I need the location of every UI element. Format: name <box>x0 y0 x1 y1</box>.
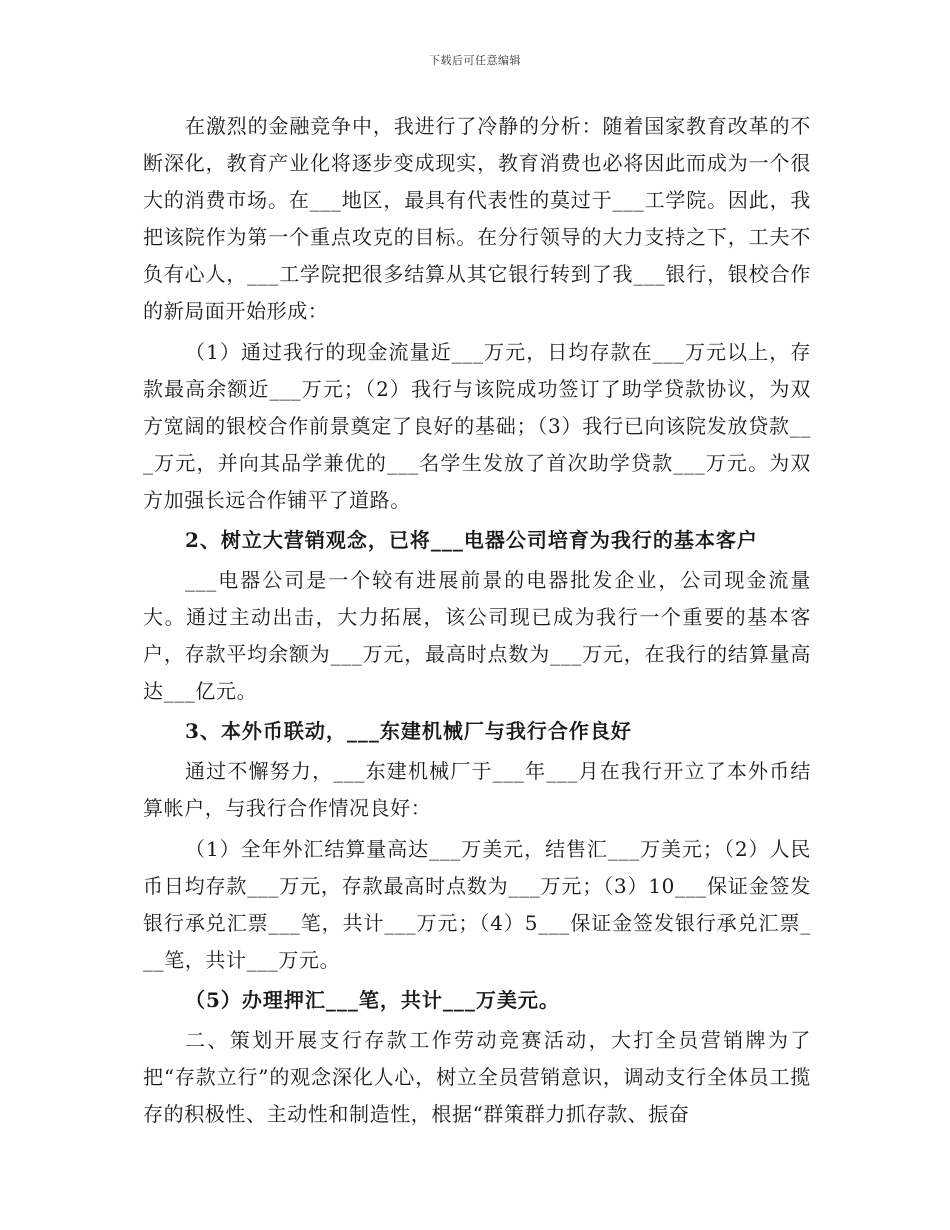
document-body <box>143 108 811 1133</box>
paragraph-5: （1）全年外汇结算量高达___万美元，结售汇___万美元；（2）人民币日均存款___万元，存款最高时点数为___万元；（3）10___保证金签发银行承兑汇票___笔，共计___万元；（4）5___保证金签发银行承兑汇票___笔，共计___万元。 <box>143 837 811 972</box>
paragraph-6: 二、策划开展支行存款工作劳动竞赛活动，大打全员营销牌为了把“存款立行”的观念深化人心，树立全员营销意识，调动支行全体员工揽存的积极性、主动性和制造性，根据“群策群力抓存款、振奋 <box>143 1028 811 1126</box>
page-header: 下载后可任意编辑 <box>429 54 521 67</box>
section-heading-3: 3、本外币联动，___东建机械厂与我行合作良好 <box>185 719 632 743</box>
paragraph-4: 通过不懈努力，___东建机械厂于___年___月在我行开立了本外币结算帐户，与我行合作情况良好： <box>143 759 811 820</box>
paragraph-2: （1）通过我行的现金流量近___万元，日均存款在___万元以上，存款最高余额近___万元；（2）我行与该院成功签订了助学贷款协议，为双方宽阔的银校合作前景奠定了良好的基础；（3）我行已向该院发放贷款___万元，并向其品学兼优的___名学生发放了首次助学贷款___万元。为双方加强长远合作铺平了道路。 <box>143 340 811 512</box>
section-heading-2: 2、树立大营销观念，已将___电器公司培育为我行的基本客户 <box>185 528 758 552</box>
sub-item-heading-5: （5）办理押汇___笔，共计___万美元。 <box>185 988 560 1012</box>
paragraph-1: 在激烈的金融竞争中，我进行了冷静的分析：随着国家教育改革的不断深化，教育产业化将逐步变成现实，教育消费也必将因此而成为一个很大的消费市场。在___地区，最具有代表性的莫过于___工学院。因此，我把该院作为第一个重点攻克的目标。在分行领导的大力支持之下，工夫不负有心人，___工学院把很多结算从其它银行转到了我___银行，银校合作的新局面开始形成： <box>143 114 811 323</box>
paragraph-3: ___电器公司是一个较有进展前景的电器批发企业，公司现金流量大。通过主动出击，大力拓展，该公司现已成为我行一个重要的基本客户，存款平均余额为___万元，最高时点数为___万元，在我行的结算量高达___亿元。 <box>143 568 811 703</box>
